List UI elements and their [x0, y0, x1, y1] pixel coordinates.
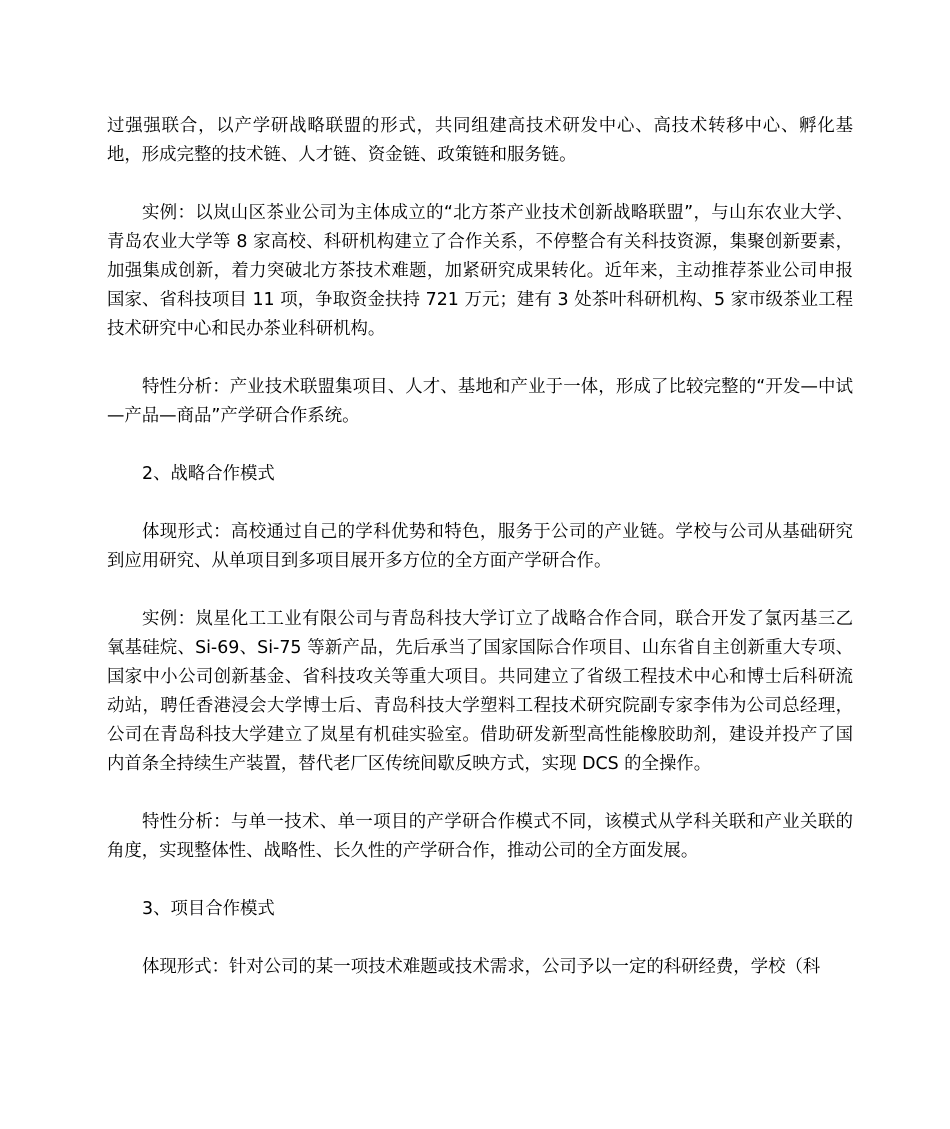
paragraph-example-lanxing: 实例：岚星化工工业有限公司与青岛科技大学订立了战略合作合同，联合开发了氯丙基三乙氧基硅烷、Si-69、Si-75 等新产品，先后承当了国家国际合作项目、山东省自主创新重大专项、国家中小公司创新基金、省科技攻关等重大项目。共同建立了省级工程技术中心和博士后科研流动站，聘任香港浸会大学博士后、青岛科技大学塑料工程技术研究院副专家李伟为公司总经理，公司在青岛科技大学建立了岚星有机硅实验室。借助研发新型高性能橡胶助剂，建设并投产了国内首条全持续生产装置，替代老厂区传统间歇反映方式，实现 DCS 的全操作。 — [107, 609, 853, 774]
section-heading-strategic-cooperation: 2、战略合作模式 — [142, 464, 275, 484]
paragraph-form-project: 体现形式：针对公司的某一项技术难题或技术需求，公司予以一定的科研经费，学校（科 — [142, 957, 821, 977]
paragraph-analysis-strategic: 特性分析：与单一技术、单一项目的产学研合作模式不同，该模式从学科关联和产业关联的角度，实现整体性、战略性、长久性的产学研合作，推动公司的全方面发展。 — [107, 812, 853, 861]
paragraph-analysis-alliance: 特性分析：产业技术联盟集项目、人才、基地和产业于一体，形成了比较完整的“开发—中试—产品—商品”产学研合作系统。 — [107, 377, 853, 426]
paragraph-alliance-continuation: 过强强联合，以产学研战略联盟的形式，共同组建高技术研发中心、高技术转移中心、孵化基地，形成完整的技术链、人才链、资金链、政策链和服务链。 — [107, 116, 853, 165]
paragraph-example-tea-alliance: 实例：以岚山区茶业公司为主体成立的“北方茶产业技术创新战略联盟”，与山东农业大学、青岛农业大学等 8 家高校、科研机构建立了合作关系，不停整合有关科技资源，集聚创新要素，加强集成创新，着力突破北方茶技术难题，加紧研究成果转化。近年来，主动推荐茶业公司申报国家、省科技项目 11 项，争取资金扶持 721 万元；建有 3 处茶叶科研机构、5 家市级茶业工程技术研究中心和民办茶业科研机构。 — [107, 203, 853, 339]
section-heading-project-cooperation: 3、项目合作模式 — [142, 899, 275, 919]
document-page — [107, 112, 853, 1011]
paragraph-form-strategic: 体现形式：高校通过自己的学科优势和特色，服务于公司的产业链。学校与公司从基础研究到应用研究、从单项目到多项目展开多方位的全方面产学研合作。 — [107, 522, 853, 571]
